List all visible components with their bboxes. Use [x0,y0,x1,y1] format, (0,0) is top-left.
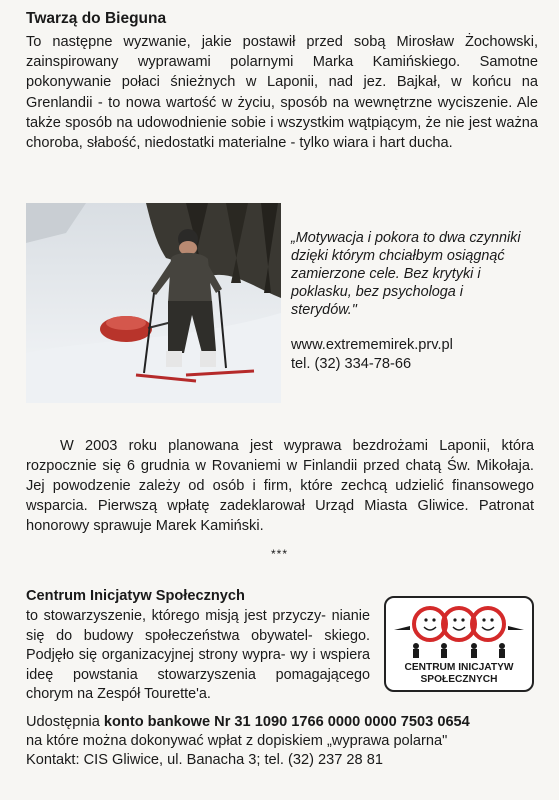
organization-logo [384,596,534,692]
phone-number: tel. (32) 334-78-66 [291,355,412,372]
expedition-paragraph: W 2003 roku planowana jest wyprawa bezdrożami Laponii, która rozpocznie się 6 grudnia w Rovaniemi w Finlandii przed chatą Św. Mikołaja. Jej powodzenie zależy od osób i firm, które zechcą udzielić finansowego wsparcia. Pierwszą wpłatę zadeklarował Urząd Miasta Gliwice. Patronat honorowy sprawuje Marek Kamiński. [26,438,534,534]
organization-description: to stowarzyszenie, którego misją jest przyczy- nianie się do budowy społeczeństwa obywatel- skiego. Podjęło się organizacyjnej strony wypra- wy i wspiera ideę powstania stowarzyszenia pomagającego chorym na Zespół Tourette'a. [26,608,370,703]
logo-text-line1: CENTRUM INICJATYW [404,662,514,673]
bank-prefix: Udostępnia [26,714,104,730]
article-title: Twarzą do Bieguna [26,10,167,27]
contact-block [291,336,531,373]
organization-title: Centrum Inicjatyw Społecznych [26,588,245,604]
bank-info [26,713,546,770]
bank-account-number: konto bankowe Nr 31 1090 1766 0000 0000 7503 0654 [103,714,470,730]
section-separator: *** [270,547,288,561]
bank-transfer-note: na które można dokonywać wpłat z dopiskiem „wyprawa polarna" [26,733,448,749]
quote-text: „Motywacja i pokora to dwa czynniki dzięki którym chciałbym osiągnąć zamierzone cele. Bez krytyki i poklasku, bez psychologa i sterydów." [291,230,521,318]
website-link[interactable]: www.extrememirek.prv.pl [291,337,453,353]
skier-photo-image [26,203,281,403]
skier-photo [26,203,281,403]
article-intro: To następne wyzwanie, jakie postawił przed sobą Mirosław Żochowski, zainspirowany wyprawami polarnymi Marka Kamińskiego. Samotne pokonywanie połaci śnieżnych w Laponii, nad jez. Bajkał, w końcu na Grenlandii - to nowa wartość w życiu, sposób na wewnętrzne wyciszenie. Ale także sposób na udowodnienie sobie i wszystkim wątpiącym, że nie jest ważna choroba, słabość, niedostatki materialne - tylko wiara i hart ducha. [26,34,538,152]
bank-contact-line: Kontakt: CIS Gliwice, ul. Banacha 3; tel. (32) 237 28 81 [26,752,383,768]
bank-account-line [26,713,546,732]
logo-faces-icon [386,600,532,664]
logo-text-line2: SPOŁECZNYCH [420,674,498,685]
